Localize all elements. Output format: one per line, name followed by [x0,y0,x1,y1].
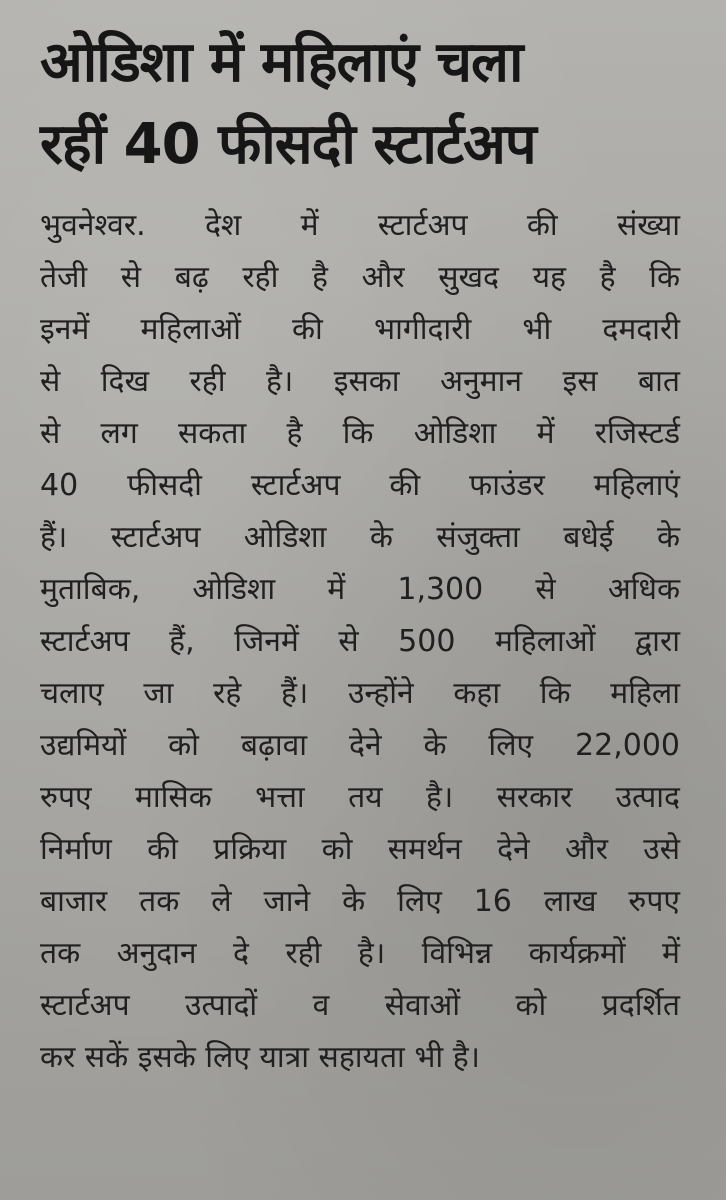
body-line: 40 फीसदी स्टार्टअप की फाउंडर महिलाएं [40,468,680,503]
body-line: स्टार्टअप उत्पादों व सेवाओं को प्रदर्शित [40,988,680,1023]
body-line: से दिख रही है। इसका अनुमान इस बात [40,364,680,399]
body-line: निर्माण की प्रक्रिया को समर्थन देने और उसे [40,832,680,867]
body-line: मुताबिक, ओडिशा में 1,300 से अधिक [40,572,680,607]
headline-line: ओडिशा में महिलाएं चला [40,30,523,95]
headline [40,22,700,186]
body-line: इनमें महिलाओं की भागीदारी भी दमदारी [40,312,680,347]
body-line: चलाए जा रहे हैं। उन्होंने कहा कि महिला [40,676,680,711]
body-line: हैं। स्टार्टअप ओडिशा के संजुक्ता बधेई के [40,520,680,555]
body-line: तक अनुदान दे रही है। विभिन्न कार्यक्रमों में [40,936,680,971]
body-line: से लग सकता है कि ओडिशा में रजिस्टर्ड [40,416,680,451]
body-line: रुपए मासिक भत्ता तय है। सरकार उत्पाद [40,780,680,815]
body-line: भुवनेश्वर. देश में स्टार्टअप की संख्या [40,208,680,243]
body-line: कर सकें इसके लिए यात्रा सहायता भी है। [40,1040,481,1075]
headline-line: रहीं 40 फीसदी स्टार्टअप [40,112,536,177]
body-line: उद्यमियों को बढ़ावा देने के लिए 22,000 [40,728,680,763]
body-line: बाजार तक ले जाने के लिए 16 लाख रुपए [40,884,680,919]
body-line: तेजी से बढ़ रही है और सुखद यह है कि [40,260,680,295]
newspaper-clipping [40,22,700,1182]
article-body [40,200,700,1084]
body-line: स्टार्टअप हैं, जिनमें से 500 महिलाओं द्वारा [40,624,680,659]
